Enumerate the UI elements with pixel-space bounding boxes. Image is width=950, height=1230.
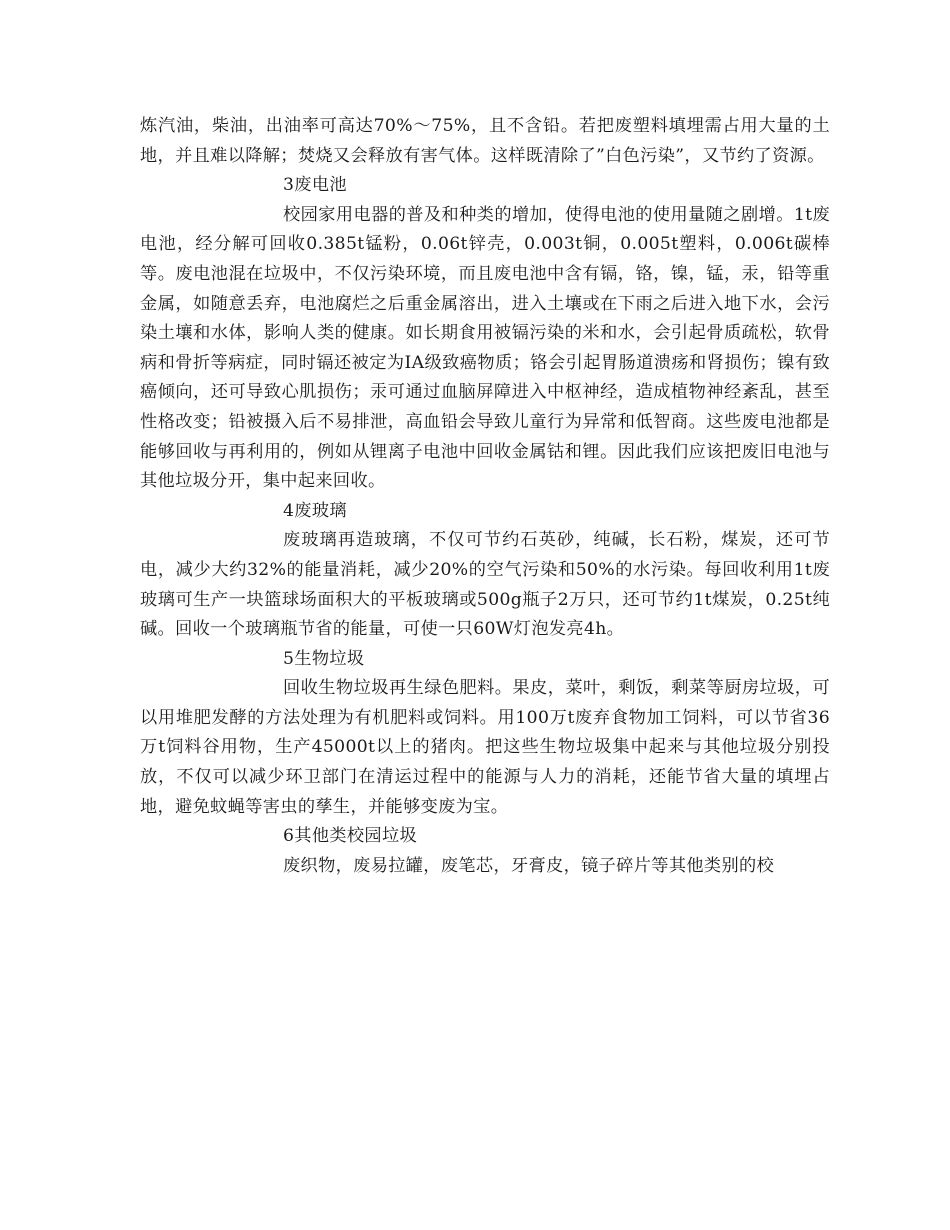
heading-waste-glass: 4废玻璃 (283, 500, 347, 521)
paragraph-plastic-continued: 炼汽油，柴油，出油率可高达70%～75%，且不含铅。若把废塑料填埋需占用大量的土地，并且难以降解；焚烧又会释放有害气体。这样既清除了”白色污染”，又节约了资源。 (140, 116, 830, 166)
heading-other-campus-waste: 6其他类校园垃圾 (283, 826, 418, 847)
paragraph-waste-batteries: 校园家用电器的普及和种类的增加，使得电池的使用量随之剧增。1t废电池，经分解可回收0.385t锰粉，0.06t锌壳，0.003t铜，0.005t塑料，0.006t碳棒等。废电池混在垃圾中，不仅污染环境，而且废电池中含有镉，铬，镍，锰，汞，铅等重金属，如随意丢弃，电池腐烂之后重金属溶出，进入土壤或在下雨之后进入地下水，会污染土壤和水体，影响人类的健康。如长期食用被镉污染的米和水，会引起骨质疏松，软骨病和骨折等病症，同时镉还被定为IA级致癌物质；铬会引起胃肠道溃疡和肾损伤；镍有致癌倾向，还可导致心肌损伤；汞可通过血脑屏障进入中枢神经，造成植物神经紊乱，甚至性格改变；铅被摄入后不易排泄，高血铅会导致儿童行为异常和低智商。这些废电池都是能够回收与再利用的，例如从锂离子电池中回收金属钴和锂。因此我们应该把废旧电池与其他垃圾分开，集中起来回收。 (140, 204, 830, 492)
document-body (140, 112, 830, 881)
paragraph-other-campus-waste: 废织物，废易拉罐，废笔芯，牙膏皮，镜子碎片等其他类别的校 (283, 855, 775, 876)
heading-bio-waste: 5生物垃圾 (283, 648, 365, 669)
paragraph-bio-waste: 回收生物垃圾再生绿色肥料。果皮，菜叶，剩饭，剩菜等厨房垃圾，可以用堆肥发酵的方法处理为有机肥料或饲料。用100万t废弃食物加工饲料，可以节省36万t饲料谷用物，生产45000t以上的猪肉。把这些生物垃圾集中起来与其他垃圾分别投放，不仅可以减少环卫部门在清运过程中的能源与人力的消耗，还能节省大量的填埋占地，避免蚊蝇等害虫的孳生，并能够变废为宝。 (140, 678, 830, 817)
heading-waste-batteries: 3废电池 (283, 175, 347, 196)
paragraph-waste-glass: 废玻璃再造玻璃，不仅可节约石英砂，纯碱，长石粉，煤炭，还可节电，减少大约32%的能量消耗，减少20%的空气污染和50%的水污染。每回收利用1t废玻璃可生产一块篮球场面积大的平板玻璃或500g瓶子2万只，还可节约1t煤炭，0.25t纯碱。回收一个玻璃瓶节省的能量，可使一只60W灯泡发亮4h。 (140, 530, 830, 640)
